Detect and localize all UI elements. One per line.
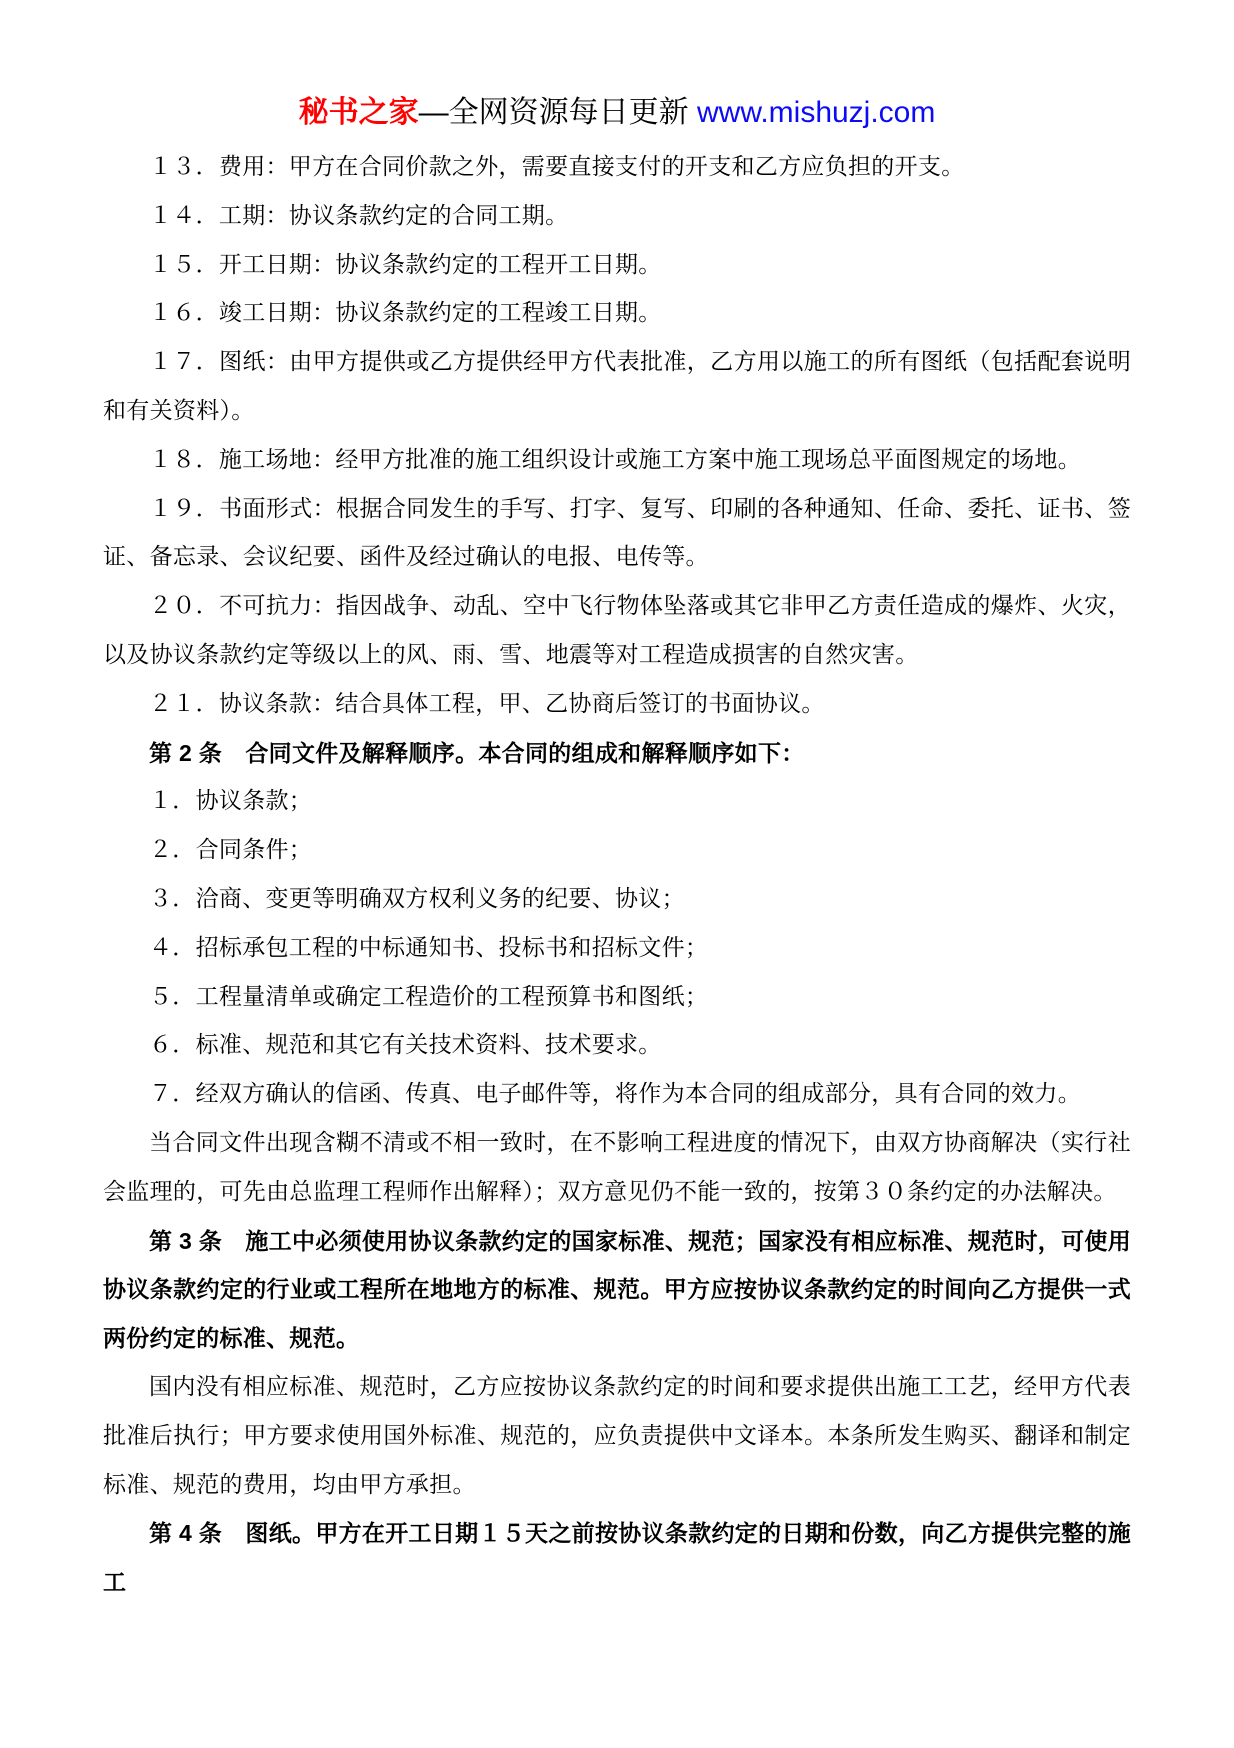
doc-order-item-7: ７．经双方确认的信函、传真、电子邮件等，将作为本合同的组成部分，具有合同的效力。 [149,1081,1081,1107]
def-15-start-date: １５．开工日期：协议条款约定的工程开工日期。 [149,251,662,277]
def-20-force-majeure: ２０．不可抗力：指因战争、动乱、空中飞行物体坠落或其它非甲乙方责任造成的爆炸、火灾，以及协议条款约定等级以上的风、雨、雪、地震等对工程造成损害的自然灾害。 [103,593,1131,667]
article-3-supplement: 国内没有相应标准、规范时，乙方应按协议条款约定的时间和要求提供出施工工艺，经甲方代表批准后执行；甲方要求使用国外标准、规范的，应负责提供中文译本。本条所发生购买、翻译和制定标准、规范的费用，均由甲方承担。 [103,1373,1131,1497]
site-header [103,90,1131,135]
doc-order-item-4: ４．招标承包工程的中标通知书、投标书和招标文件； [149,934,709,960]
doc-order-item-2: ２．合同条件； [149,837,313,863]
doc-order-item-6: ６．标准、规范和其它有关技术资料、技术要求。 [149,1032,662,1058]
contract-body [103,143,1131,1607]
def-13-fee: １３．费用：甲方在合同价款之外，需要直接支付的开支和乙方应负担的开支。 [149,154,965,179]
interpretation-paragraph: 当合同文件出现含糊不清或不相一致时，在不影响工程进度的情况下，由双方协商解决（实行社会监理的，可先由总监理工程师作出解释）；双方意见仍不能一致的，按第３０条约定的办法解决。 [103,1129,1131,1204]
doc-order-item-5: ５．工程量清单或确定工程造价的工程预算书和图纸； [149,983,709,1009]
doc-order-item-3: ３．洽商、变更等明确双方权利义务的纪要、协议； [149,885,685,911]
site-brand: 秘书之家 [298,96,419,129]
site-url-link[interactable]: www.mishuzj.com [696,96,936,129]
article-3-heading: 第 3 条 施工中必须使用协议条款约定的国家标准、规范；国家没有相应标准、规范时，可使用协议条款约定的行业或工程所在地地方的标准、规范。甲方应按协议条款约定的时间向乙方提供一式两份约定的标准、规范。 [103,1227,1131,1352]
doc-order-item-1: １．协议条款； [149,788,313,814]
def-19-written-form: １９．书面形式：根据合同发生的手写、打字、复写、印刷的各种通知、任命、委托、证书、签证、备忘录、会议纪要、函件及经过确认的电报、电传等。 [103,495,1131,570]
def-16-completion-date: １６．竣工日期：协议条款约定的工程竣工日期。 [149,300,662,326]
def-14-duration: １４．工期：协议条款约定的合同工期。 [149,202,569,228]
def-21-agreement-terms: ２１．协议条款：结合具体工程，甲、乙协商后签订的书面协议。 [149,690,825,716]
article-4-heading: 第 4 条 图纸。甲方在开工日期１５天之前按协议条款约定的日期和份数，向乙方提供完整的施工 [103,1520,1131,1596]
site-tagline: —全网资源每日更新 [418,96,697,129]
def-17-drawings: １７．图纸：由甲方提供或乙方提供经甲方代表批准，乙方用以施工的所有图纸（包括配套说明和有关资料）。 [103,349,1131,423]
article-2-heading: 第 2 条 合同文件及解释顺序。本合同的组成和解释顺序如下： [149,739,805,766]
def-18-construction-site: １８．施工场地：经甲方批准的施工组织设计或施工方案中施工现场总平面图规定的场地。 [149,446,1081,472]
